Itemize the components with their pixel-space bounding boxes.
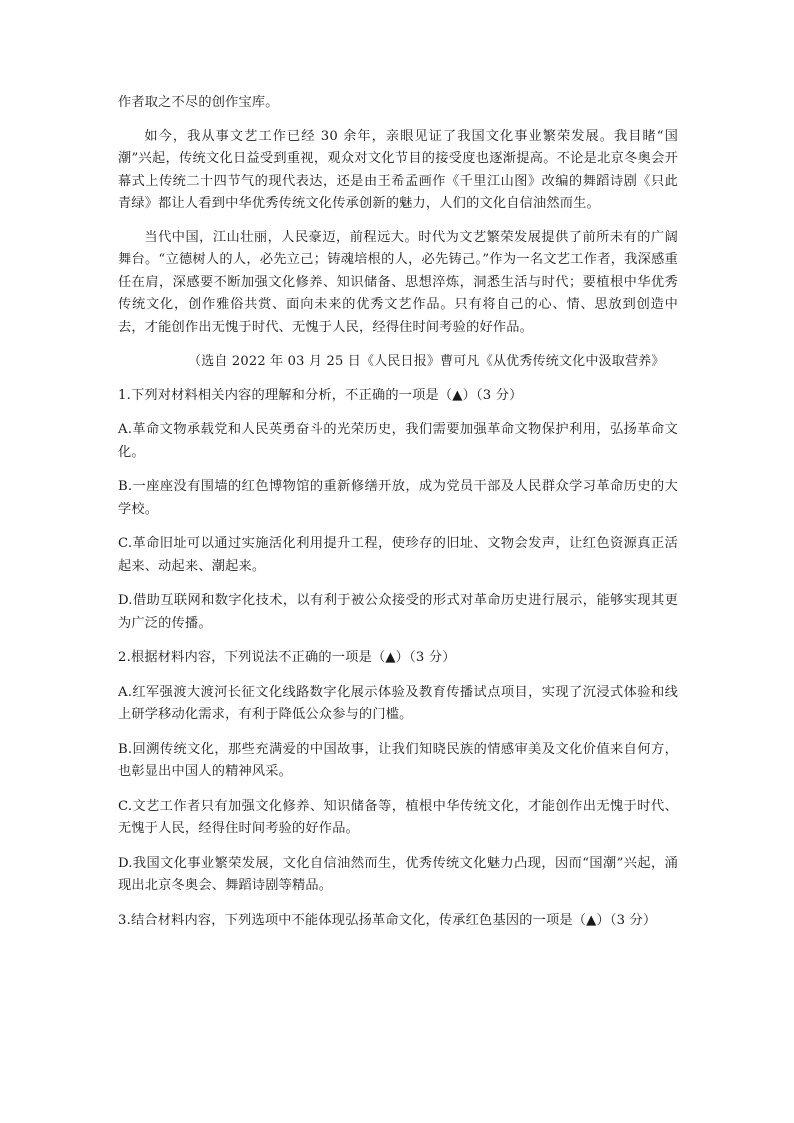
paragraph-3: 当代中国，江山壮丽，人民豪迈，前程远大。时代为文艺繁荣发展提供了前所未有的广阔舞台。“立德树人的人，必先立己；铸魂培根的人，必先铸己。”作为一名文艺工作者，我深感重任在肩，深感要不断加强文化修养、知识储备、思想淬炼，洞悉生活与时代；要植根中华优秀传统文化，创作雅俗共赏、面向未来的优秀文艺作品。只有将自己的心、情、思放到创造中去，才能创作出无愧于时代、无愧于人民，经得住时间考验的好作品。 (118, 229, 678, 335)
question-2-option-c: C.文艺工作者只有加强文化修养、知识储备等，植根中华传统文化，才能创作出无愧于时代、无愧于人民，经得住时间考验的好作品。 (118, 798, 678, 836)
question-1-option-c: C.革命旧址可以通过实施活化利用提升工程，使珍存的旧址、文物会发声，让红色资源真正活起来、动起来、潮起来。 (118, 536, 678, 574)
question-1-stem: 1.下列对材料相关内容的理解和分析，不正确的一项是（▲）（3 分） (118, 387, 523, 403)
paragraph-continuation: 作者取之不尽的创作宝库。 (118, 95, 279, 110)
question-1-option-d: D.借助互联网和数字化技术，以有利于被公众接受的形式对革命历史进行展示，能够实现其更为广泛的传播。 (118, 593, 678, 631)
question-3-stem: 3.结合材料内容，下列选项中不能体现弘扬革命文化，传承红色基因的一项是（▲）（3 分） (118, 912, 657, 928)
question-2-option-d: D.我国文化事业繁荣发展，文化自信油然而生，优秀传统文化魅力凸现，因而“国潮”兴起，涌现出北京冬奥会、舞蹈诗剧等精品。 (118, 855, 678, 893)
question-1-option-a: A.革命文物承载党和人民英勇奋斗的光荣历史，我们需要加强革命文物保护利用，弘扬革命文化。 (118, 422, 678, 460)
question-1-option-b: B.一座座没有围墙的红色博物馆的重新修缮开放，成为党员干部及人民群众学习革命历史的大学校。 (118, 479, 678, 517)
question-2-option-b: B.回溯传统文化，那些充满爱的中国故事，让我们知晓民族的情感审美及文化价值来自何方，也彰显出中国人的精神风采。 (118, 741, 678, 779)
article-source: （选自 2022 年 03 月 25 日《人民日报》曹可凡《从优秀传统文化中汲取营养》 (188, 354, 665, 369)
question-2-option-a: A.红军强渡大渡河长征文化线路数字化展示体验及教育传播试点项目，实现了沉浸式体验和线上研学移动化需求，有利于降低公众参与的门槛。 (118, 684, 678, 722)
question-2-stem: 2.根据材料内容，下列说法不正确的一项是（▲）（3 分） (118, 650, 456, 665)
document-page (118, 92, 678, 932)
paragraph-2: 如今，我从事文艺工作已经 30 余年，亲眼见证了我国文化事业繁荣发展。我目睹“国潮”兴起，传统文化日益受到重视，观众对文化节目的接受度也逐渐提高。不论是北京冬奥会开幕式上传统二十四节气的现代表达，还是由王希孟画作《千里江山图》改编的舞蹈诗剧《只此青绿》都让人看到中华优秀传统文化传承创新的魅力，人们的文化自信油然而生。 (118, 128, 678, 211)
